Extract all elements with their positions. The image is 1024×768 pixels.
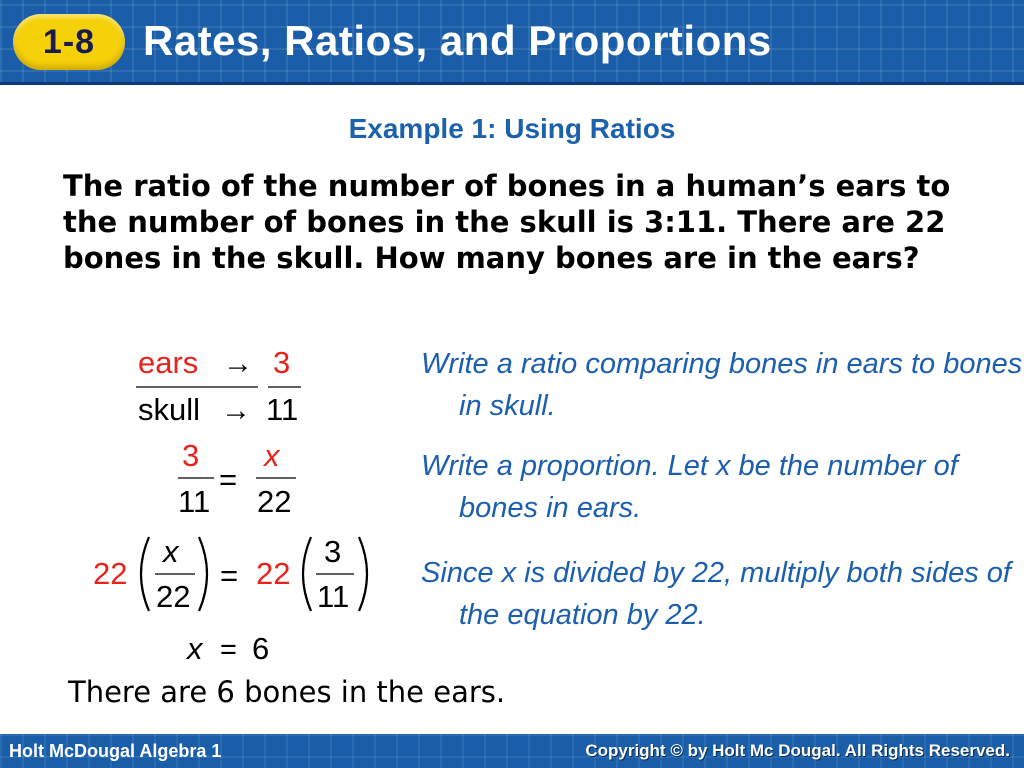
proportion-right-numerator: x	[264, 438, 280, 473]
lesson-title: Rates, Ratios, and Proportions	[143, 17, 772, 64]
arrow-icon: →	[223, 347, 253, 380]
lesson-number: 1-8	[42, 22, 96, 61]
left-close-paren	[199, 537, 207, 611]
proportion-equals: =	[219, 462, 238, 497]
footer-copyright: Copyright © by Holt Mc Dougal. All Rights Reserved.	[585, 741, 1010, 760]
multiply-equation	[93, 534, 367, 614]
multiply-right-denominator: 11	[317, 579, 350, 614]
footer-bar	[0, 734, 1024, 768]
step-1-text: Write a ratio comparing bones in ears to bones in skull.	[421, 348, 1023, 422]
solution-variable: x	[187, 631, 203, 666]
multiply-left-denominator: 22	[156, 579, 191, 614]
multiply-equals: =	[220, 558, 239, 593]
right-open-paren	[303, 537, 311, 611]
problem-statement: The ratio of the number of bones in a human’s ears to the number of bones in the skull is 3:11. There are 22 bones in the skull. How many bones are in the ears?	[63, 169, 951, 275]
step-2-text: Write a proportion. Let x be the number of bones in ears.	[421, 450, 958, 524]
proportion-left-denominator: 11	[178, 484, 211, 519]
multiply-right-numerator: 3	[324, 534, 342, 569]
multiply-left-numerator: x	[163, 534, 179, 569]
ratio-numerator-value: 3	[273, 345, 291, 380]
step-3-text: Since x is divided by 22, multiply both sides of the equation by 22.	[421, 557, 1011, 631]
solution-value: 6	[252, 631, 270, 666]
ratio-fraction	[136, 345, 301, 427]
ratio-denominator-value: 11	[266, 392, 299, 427]
ratio-denominator-word: skull	[138, 392, 201, 427]
solution-equals: =	[220, 634, 237, 666]
proportion-left-numerator: 3	[182, 438, 200, 473]
left-open-paren	[141, 537, 149, 611]
proportion-equation	[178, 438, 296, 519]
multiplier-left: 22	[93, 556, 128, 591]
footer-course-label: Holt McDougal Algebra 1	[9, 741, 222, 761]
solution-equation	[185, 631, 269, 666]
proportion-right-denominator: 22	[257, 484, 292, 519]
answer-text: There are 6 bones in the ears.	[68, 675, 506, 709]
right-close-paren	[359, 537, 367, 611]
example-title: Example 1: Using Ratios	[348, 113, 676, 144]
arrow-icon: →	[221, 394, 251, 427]
ratio-numerator-word: ears	[138, 345, 199, 380]
multiplier-right: 22	[256, 556, 291, 591]
